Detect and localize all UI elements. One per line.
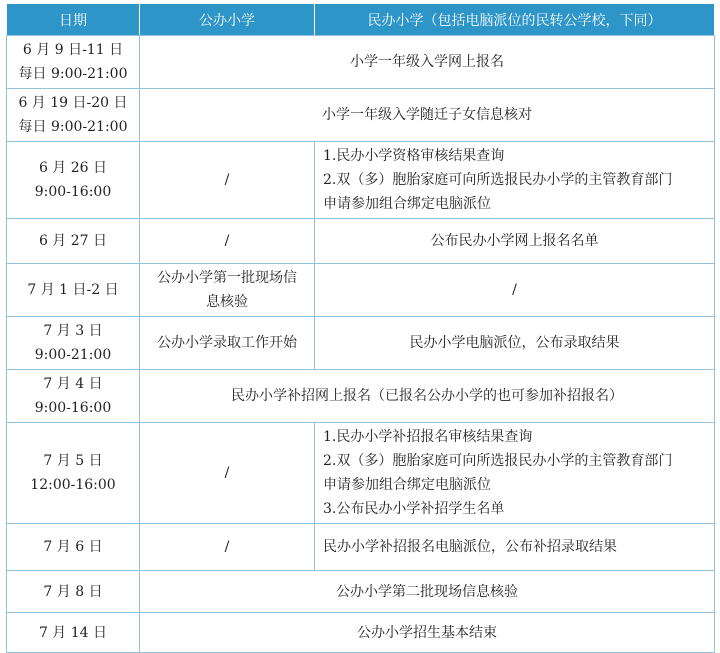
private-line: 民办小学补招报名电脑派位，公布补招录取结果 — [323, 539, 617, 555]
date-line: 7 月 1 日-2 日 — [27, 282, 119, 298]
enrollment-schedule-table — [6, 3, 715, 653]
table-row — [7, 423, 715, 524]
date-cell — [7, 571, 140, 613]
public-cell: 公办小学录取工作开始 — [140, 317, 315, 370]
time-line: 每日 9:00-21:00 — [18, 119, 128, 135]
private-line: 1.民办小学资格审核结果查询 — [323, 148, 505, 164]
private-line: / — [512, 282, 517, 298]
table-row — [7, 370, 715, 423]
date-line: 7 月 5 日 — [43, 453, 103, 469]
header-row — [7, 4, 715, 36]
table-row — [7, 571, 715, 613]
date-line: 7 月 6 日 — [43, 539, 103, 555]
public-line: 息核验 — [206, 294, 248, 310]
date-line: 7 月 4 日 — [43, 376, 103, 392]
date-line: 6 月 27 日 — [38, 233, 108, 249]
private-line: 2.双（多）胞胎家庭可向所选报民办小学的主管教育部门 — [323, 453, 673, 469]
public-cell: / — [140, 423, 315, 524]
table-row — [7, 89, 715, 142]
private-line: 民办小学电脑派位，公布录取结果 — [409, 335, 620, 351]
date-cell — [7, 89, 140, 142]
date-line: 6 月 26 日 — [38, 160, 108, 176]
merged-cell: 民办小学补招网上报名（已报名公办小学的也可参加补招报名） — [140, 370, 715, 423]
date-line: 6 月 19 日-20 日 — [18, 95, 128, 111]
date-line: 7 月 8 日 — [43, 583, 103, 600]
date-line: 6 月 9 日-11 日 — [22, 42, 124, 58]
date-line: 7 月 14 日 — [38, 624, 108, 641]
date-cell — [7, 524, 140, 571]
table-row — [7, 36, 715, 89]
date-cell — [7, 423, 140, 524]
public-cell — [140, 264, 315, 317]
schedule-table-wrapper — [6, 3, 715, 653]
public-line: 公办小学第一批现场信 — [157, 270, 297, 286]
header-public-school: 公办小学 — [140, 4, 315, 36]
date-cell — [7, 613, 140, 653]
merged-cell: 小学一年级入学网上报名 — [140, 36, 715, 89]
private-line: 申请参加组合绑定电脑派位 — [323, 196, 491, 212]
date-cell — [7, 264, 140, 317]
private-cell — [315, 219, 715, 264]
date-cell — [7, 219, 140, 264]
public-cell: / — [140, 524, 315, 571]
date-cell — [7, 317, 140, 370]
date-line: 7 月 3 日 — [43, 323, 103, 339]
header-date: 日期 — [7, 4, 140, 36]
private-line: 申请参加组合绑定电脑派位 — [323, 477, 491, 493]
private-line: 3.公布民办小学补招学生名单 — [323, 501, 505, 517]
table-row — [7, 219, 715, 264]
table-row — [7, 317, 715, 370]
private-cell — [315, 264, 715, 317]
public-cell: / — [140, 219, 315, 264]
date-cell — [7, 370, 140, 423]
time-line: 9:00-16:00 — [34, 184, 112, 200]
private-line: 1.民办小学补招报名审核结果查询 — [323, 429, 533, 445]
date-cell — [7, 142, 140, 219]
private-line: 2.双（多）胞胎家庭可向所选报民办小学的主管教育部门 — [323, 172, 673, 188]
time-line: 9:00-21:00 — [34, 347, 112, 363]
merged-cell: 公办小学第二批现场信息核验 — [140, 571, 715, 613]
private-cell — [315, 423, 715, 524]
private-cell — [315, 142, 715, 219]
public-cell: / — [140, 142, 315, 219]
date-cell — [7, 36, 140, 89]
time-line: 9:00-16:00 — [34, 400, 112, 416]
table-row — [7, 142, 715, 219]
private-cell — [315, 317, 715, 370]
private-cell — [315, 524, 715, 571]
time-line: 12:00-16:00 — [30, 477, 116, 493]
table-row — [7, 264, 715, 317]
header-private-school: 民办小学（包括电脑派位的民转公学校，下同） — [315, 4, 715, 36]
table-row — [7, 613, 715, 653]
time-line: 每日 9:00-21:00 — [18, 66, 128, 82]
table-row — [7, 524, 715, 571]
merged-cell: 小学一年级入学随迁子女信息核对 — [140, 89, 715, 142]
merged-cell: 公办小学招生基本结束 — [140, 613, 715, 653]
private-line: 公布民办小学网上报名名单 — [430, 233, 599, 249]
